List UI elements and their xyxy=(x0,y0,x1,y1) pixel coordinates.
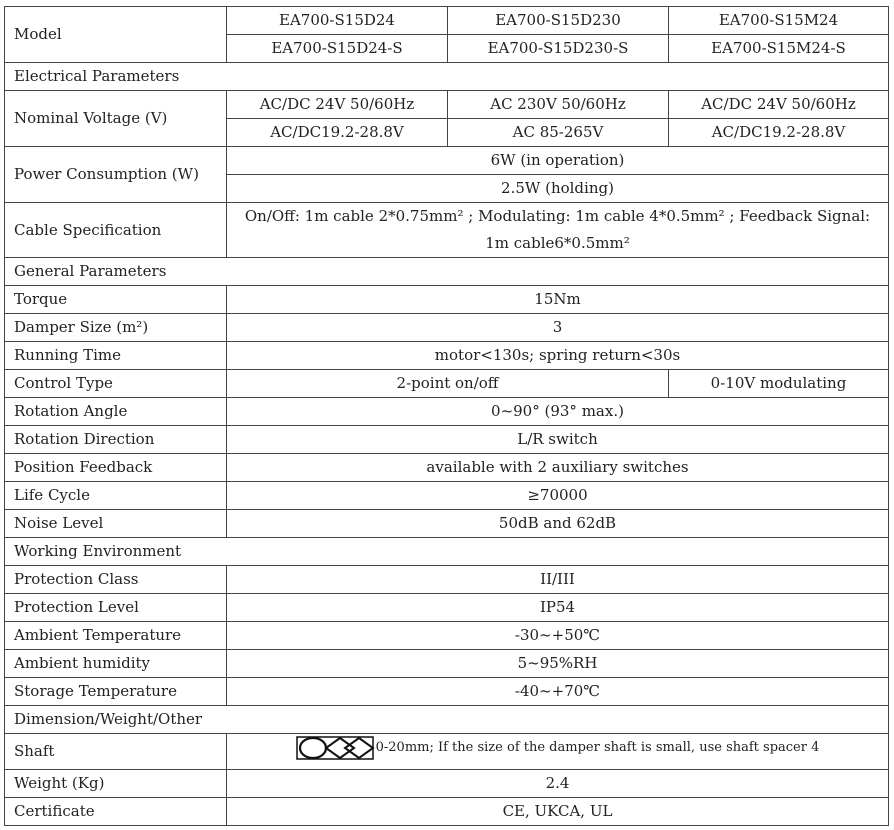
cell-value: II/III xyxy=(227,566,889,594)
row-label: Rotation Angle xyxy=(5,398,227,426)
cell-value: 0~90° (93° max.) xyxy=(227,398,889,426)
cell-value: AC/DC19.2-28.8V xyxy=(227,119,448,147)
table-row xyxy=(5,769,889,797)
table-row xyxy=(5,286,889,314)
table-row xyxy=(5,203,889,258)
cell-value: 5~95%RH xyxy=(227,650,889,678)
cell-value: motor<130s; spring return<30s xyxy=(227,342,889,370)
table-row xyxy=(5,650,889,678)
row-label: Position Feedback xyxy=(5,454,227,482)
row-label: Running Time xyxy=(5,342,227,370)
table-row xyxy=(5,566,889,594)
table-row xyxy=(5,314,889,342)
model-name: EA700-S15D230 xyxy=(448,7,669,35)
section-heading: Dimension/Weight/Other xyxy=(5,706,889,734)
row-label: Protection Class xyxy=(5,566,227,594)
table-row xyxy=(5,7,889,35)
row-label: Rotation Direction xyxy=(5,426,227,454)
section-heading: General Parameters xyxy=(5,258,889,286)
shaft-text: 0-20mm; If the size of the damper shaft is small, use shaft spacer 4 xyxy=(375,740,820,755)
section-row xyxy=(5,258,889,286)
cell-value: AC 85-265V xyxy=(448,119,669,147)
cell-value: 6W (in operation) xyxy=(227,147,889,175)
table-row xyxy=(5,454,889,482)
cell-value: -40~+70℃ xyxy=(227,678,889,706)
cell-value: 0-10V modulating xyxy=(669,370,889,398)
row-label: Certificate xyxy=(5,797,227,825)
row-label: Noise Level xyxy=(5,510,227,538)
table-row xyxy=(5,398,889,426)
shaft-content xyxy=(296,734,820,761)
row-label: Damper Size (m²) xyxy=(5,314,227,342)
cell-value: 15Nm xyxy=(227,286,889,314)
cell-value: AC/DC 24V 50/60Hz xyxy=(669,91,889,119)
table-row xyxy=(5,622,889,650)
model-label: Model xyxy=(5,7,227,63)
table-row xyxy=(5,594,889,622)
table-row xyxy=(5,510,889,538)
section-row xyxy=(5,706,889,734)
cell-value: IP54 xyxy=(227,594,889,622)
row-label: Weight (Kg) xyxy=(5,769,227,797)
row-label: Protection Level xyxy=(5,594,227,622)
shaft-value xyxy=(227,734,889,770)
table-row xyxy=(5,342,889,370)
section-heading: Working Environment xyxy=(5,538,889,566)
cell-value: AC/DC19.2-28.8V xyxy=(669,119,889,147)
table-row xyxy=(5,370,889,398)
table-row xyxy=(5,482,889,510)
model-name: EA700-S15M24 xyxy=(669,7,889,35)
cable-value xyxy=(227,203,889,258)
cable-line-2: 1m cable6*0.5mm² xyxy=(485,234,630,252)
row-label: Storage Temperature xyxy=(5,678,227,706)
row-label: Control Type xyxy=(5,370,227,398)
shaft-shape-icon xyxy=(296,736,376,760)
cell-value: 2.4 xyxy=(227,769,889,797)
cell-value: ≥70000 xyxy=(227,482,889,510)
cell-value: available with 2 auxiliary switches xyxy=(227,454,889,482)
table-row xyxy=(5,734,889,770)
cell-value: -30~+50℃ xyxy=(227,622,889,650)
row-label: Nominal Voltage (V) xyxy=(5,91,227,147)
row-label: Cable Specification xyxy=(5,203,227,258)
table-row xyxy=(5,797,889,825)
row-label: Torque xyxy=(5,286,227,314)
cell-value: 2-point on/off xyxy=(227,370,669,398)
model-name: EA700-S15D230-S xyxy=(448,35,669,63)
cell-value: L/R switch xyxy=(227,426,889,454)
cell-value: AC 230V 50/60Hz xyxy=(448,91,669,119)
cable-line-1: On/Off: 1m cable 2*0.75mm² ; Modulating: 1m cable 4*0.5mm² ; Feedback Signal: xyxy=(244,207,871,225)
row-label: Shaft xyxy=(5,734,227,770)
row-label: Power Consumption (W) xyxy=(5,147,227,203)
section-row xyxy=(5,538,889,566)
cell-value: CE, UKCA, UL xyxy=(227,797,889,825)
cell-value: 50dB and 62dB xyxy=(227,510,889,538)
model-name: EA700-S15D24 xyxy=(227,7,448,35)
cell-value: 2.5W (holding) xyxy=(227,175,889,203)
model-name: EA700-S15D24-S xyxy=(227,35,448,63)
row-label: Ambient humidity xyxy=(5,650,227,678)
table-row xyxy=(5,426,889,454)
table-row xyxy=(5,147,889,175)
section-heading: Electrical Parameters xyxy=(5,63,889,91)
row-label: Ambient Temperature xyxy=(5,622,227,650)
model-name: EA700-S15M24-S xyxy=(669,35,889,63)
cell-value: 3 xyxy=(227,314,889,342)
spec-table xyxy=(4,6,889,826)
cell-value: AC/DC 24V 50/60Hz xyxy=(227,91,448,119)
row-label: Life Cycle xyxy=(5,482,227,510)
table-row xyxy=(5,678,889,706)
section-row xyxy=(5,63,889,91)
table-row xyxy=(5,91,889,119)
